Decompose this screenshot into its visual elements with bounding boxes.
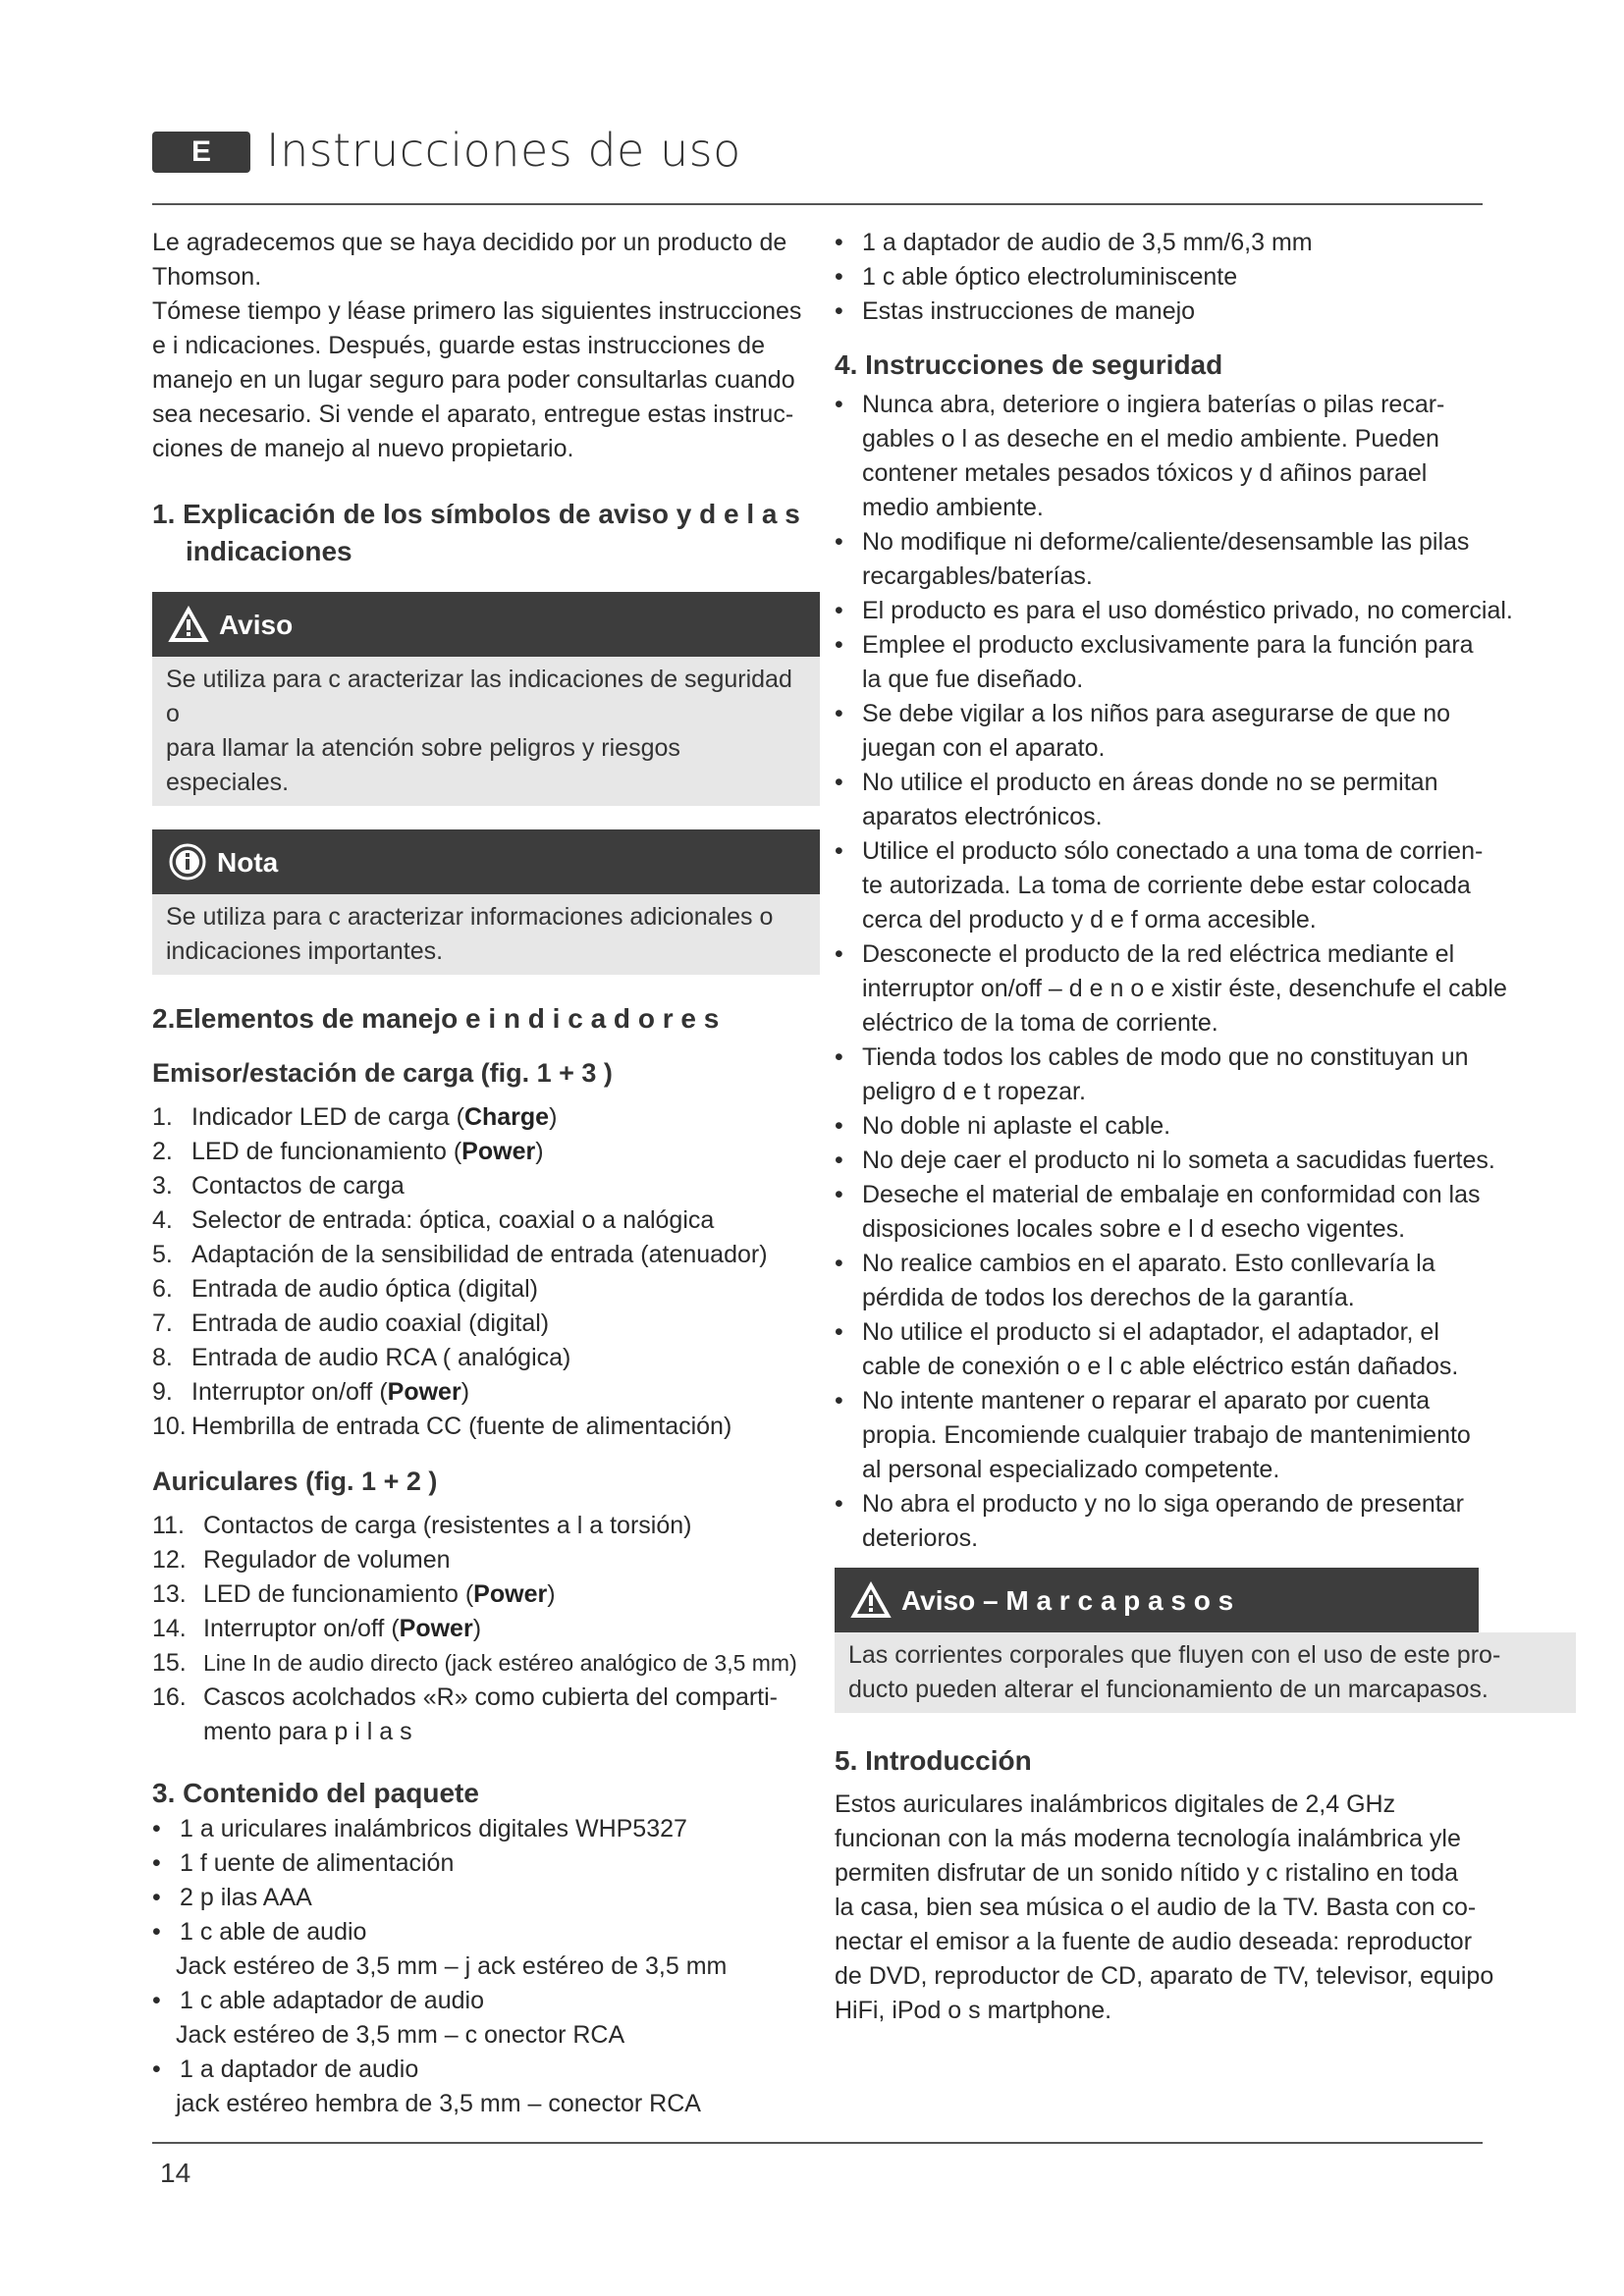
section4-title: 4. Instrucciones de seguridad xyxy=(835,349,1223,380)
item-text: Entrada de audio RCA ( analógica) xyxy=(191,1344,571,1371)
item-text: Indicador LED de carga ( xyxy=(191,1103,464,1131)
safety-item-line: No doble ni aplaste el cable. xyxy=(862,1112,1171,1140)
list-item: • 1 a daptador de audio de 3,5 mm/6,3 mm xyxy=(835,226,1576,260)
item-number: 8. xyxy=(152,1344,173,1371)
safety-item: • Emplee el producto exclusivamente para la función para la que fue diseñado. xyxy=(835,628,1576,697)
package-list-cont xyxy=(835,226,1576,329)
item-text: Regulador de volumen xyxy=(203,1546,451,1574)
list-item: • 1 c able de audio xyxy=(152,1915,820,1949)
item-text: Hembrilla de entrada CC (fuente de alimentación) xyxy=(191,1413,732,1440)
item-bold: Power xyxy=(399,1615,473,1642)
safety-item: • No intente mantener o reparar el aparato por cuenta propia. Encomiende cualquier trabajo de mantenimiento al personal especializado competente. xyxy=(835,1384,1576,1487)
safety-item-line: juegan con el aparato. xyxy=(862,734,1106,762)
item-sub-text: Jack estéreo de 3,5 mm – j ack estéreo de 3,5 mm xyxy=(176,1952,728,1980)
item-number: 4. xyxy=(152,1206,173,1234)
list-item xyxy=(152,1169,820,1203)
list-item: • 1 a uriculares inalámbricos digitales WHP5327 xyxy=(152,1812,820,1846)
intro-line: sea necesario. Si vende el aparato, entregue estas instruc- xyxy=(152,400,794,428)
item-text: Contactos de carga (resistentes a l a torsión) xyxy=(203,1512,692,1539)
item-number: 1. xyxy=(152,1103,173,1131)
list-item xyxy=(152,1203,820,1238)
list-item: • 1 c able adaptador de audio xyxy=(152,1984,820,2018)
item-text: Estas instrucciones de manejo xyxy=(862,297,1196,325)
item-number: 2. xyxy=(152,1138,173,1165)
intro-line: Le agradecemos que se haya decidido por un producto de xyxy=(152,229,787,256)
paragraph-line: de DVD, reproductor de CD, aparato de TV, televisor, equipo xyxy=(835,1962,1494,1990)
item-number: 9. xyxy=(152,1378,173,1406)
item-text-post: ) xyxy=(472,1615,482,1642)
section2-title: 2.Elementos de manejo e i n d i c a d o r e s xyxy=(152,1003,720,1034)
item-text: 1 a uriculares inalámbricos digitales WHP5327 xyxy=(180,1815,687,1842)
item-text: Entrada de audio coaxial (digital) xyxy=(191,1309,550,1337)
safety-item: • No abra el producto y no lo siga operando de presentar deterioros. xyxy=(835,1487,1576,1556)
item-text: Adaptación de la sensibilidad de entrada (atenuador) xyxy=(191,1241,768,1268)
safety-item-line: No abra el producto y no lo siga operando de presentar xyxy=(862,1490,1464,1518)
intro-paragraph xyxy=(835,1788,1576,2028)
intro-line: Thomson. xyxy=(152,263,262,291)
marcapasos-label: Aviso – M a r c a p a s o s xyxy=(901,1584,1234,1616)
aviso-label: Aviso xyxy=(219,609,294,640)
item-text-post: ) xyxy=(547,1580,556,1608)
item-text: Interruptor on/off ( xyxy=(191,1378,388,1406)
item-number: 12. xyxy=(152,1546,187,1574)
page-header xyxy=(152,124,1483,204)
list-item xyxy=(152,1272,820,1307)
safety-item-line: Emplee el producto exclusivamente para la función para xyxy=(862,631,1474,659)
list-item xyxy=(152,1341,820,1375)
item-number: 7. xyxy=(152,1309,173,1337)
intro-line: e i ndicaciones. Después, guarde estas instrucciones de xyxy=(152,332,765,359)
package-list xyxy=(152,1812,820,2121)
safety-item-line: recargables/baterías. xyxy=(862,562,1093,590)
nota-label: Nota xyxy=(217,846,279,878)
item-sub-text: jack estéreo hembra de 3,5 mm – conector RCA xyxy=(176,2090,701,2117)
item-bold: Power xyxy=(473,1580,548,1608)
item-text: 1 a daptador de audio xyxy=(180,2056,419,2083)
item-text-post: ) xyxy=(549,1103,558,1131)
intro-text xyxy=(152,226,820,466)
safety-item-line: gables o l as deseche en el medio ambiente. Pueden xyxy=(862,425,1439,453)
safety-item-line: interruptor on/off – d e n o e xistir éste, desenchufe el cable xyxy=(862,975,1507,1002)
safety-item-line: te autorizada. La toma de corriente debe estar colocada xyxy=(862,872,1471,899)
paragraph-line: HiFi, iPod o s martphone. xyxy=(835,1997,1112,2024)
item-number: 6. xyxy=(152,1275,173,1303)
item-text: Line In de audio directo (jack estéreo analógico de 3,5 mm) xyxy=(203,1650,797,1676)
section3-title: 3. Contenido del paquete xyxy=(152,1778,479,1808)
safety-item-line: eléctrico de la toma de corriente. xyxy=(862,1009,1218,1037)
paragraph-line: la casa, bien sea música o el audio de la TV. Basta con co- xyxy=(835,1894,1477,1921)
safety-item: • Deseche el material de embalaje en conformidad con las disposiciones locales sobre e l d esecho vigentes. xyxy=(835,1178,1576,1247)
list-item xyxy=(152,1509,820,1543)
list-item xyxy=(152,1543,820,1577)
nota-text-line: Se utiliza para c aracterizar informaciones adicionales o xyxy=(166,903,774,931)
intro-line: ciones de manejo al nuevo propietario. xyxy=(152,435,574,462)
item-number: 3. xyxy=(152,1172,173,1200)
safety-item: • No deje caer el producto ni lo someta a sacudidas fuertes. xyxy=(835,1144,1576,1178)
auriculares-list xyxy=(152,1509,820,1749)
item-text: LED de funcionamiento ( xyxy=(203,1580,474,1608)
item-text: LED de funcionamiento ( xyxy=(191,1138,462,1165)
left-column xyxy=(152,226,820,2121)
item-text-post: ) xyxy=(535,1138,544,1165)
list-item xyxy=(152,1307,820,1341)
marcapasos-text-line: ducto pueden alterar el funcionamiento de un marcapasos. xyxy=(848,1676,1489,1703)
nota-box xyxy=(152,829,820,975)
warning-icon xyxy=(850,1581,892,1619)
safety-item-line: No deje caer el producto ni lo someta a sacudidas fuertes. xyxy=(862,1147,1495,1174)
section1-title-cont: indicaciones xyxy=(186,536,352,566)
item-text: Interruptor on/off ( xyxy=(203,1615,400,1642)
item-text: 2 p ilas AAA xyxy=(180,1884,312,1911)
safety-item-line: cerca del producto y d e f orma accesible. xyxy=(862,906,1317,934)
intro-line: Tómese tiempo y léase primero las siguientes instrucciones xyxy=(152,297,802,325)
safety-item: • No modifique ni deforme/caliente/desensamble las pilas recargables/baterías. xyxy=(835,525,1576,594)
list-item xyxy=(152,1577,820,1612)
list-item: • 1 a daptador de audio xyxy=(152,2053,820,2087)
safety-item-line: propia. Encomiende cualquier trabajo de mantenimiento xyxy=(862,1421,1471,1449)
safety-item-line: El producto es para el uso doméstico privado, no comercial. xyxy=(862,597,1513,624)
section5-title: 5. Introducción xyxy=(835,1745,1032,1776)
list-item xyxy=(152,1646,820,1681)
marcapasos-box xyxy=(835,1568,1576,1713)
page-number: 14 xyxy=(160,2158,191,2188)
safety-item-line: aparatos electrónicos. xyxy=(862,803,1103,830)
safety-item-line: contener metales pesados tóxicos y d añinos parael xyxy=(862,459,1428,487)
nota-box-header xyxy=(152,829,820,894)
info-icon xyxy=(168,842,207,881)
item-number: 11. xyxy=(152,1512,185,1539)
list-item xyxy=(152,1612,820,1646)
item-text: Selector de entrada: óptica, coaxial o a nalógica xyxy=(191,1206,715,1234)
safety-item-line: al personal especializado competente. xyxy=(862,1456,1280,1483)
safety-item: • Desconecte el producto de la red eléctrica mediante el interruptor on/off – d e n o e xistir éste, desenchufe el cable eléctrico de la toma de corriente. xyxy=(835,937,1576,1041)
safety-item-line: Utilice el producto sólo conectado a una toma de corrien- xyxy=(862,837,1484,865)
safety-item-line: Deseche el material de embalaje en conformidad con las xyxy=(862,1181,1481,1208)
list-item-continuation: mento para p i l a s xyxy=(203,1718,412,1745)
safety-item-line: Tienda todos los cables de modo que no constituyan un xyxy=(862,1043,1469,1071)
safety-item: • No utilice el producto en áreas donde no se permitan aparatos electrónicos. xyxy=(835,766,1576,834)
safety-item-line: la que fue diseñado. xyxy=(862,666,1084,693)
page-title: Instrucciones de uso xyxy=(266,124,741,177)
safety-item-line: No modifique ni deforme/caliente/desensamble las pilas xyxy=(862,528,1470,556)
safety-item-line: cable de conexión o e l c able eléctrico están dañados. xyxy=(862,1353,1459,1380)
aviso-text-line: para llamar la atención sobre peligros y riesgos especiales. xyxy=(166,734,680,796)
item-text-post: ) xyxy=(460,1378,470,1406)
emisor-list xyxy=(152,1100,820,1444)
item-bold: Power xyxy=(461,1138,536,1165)
emisor-title: Emisor/estación de carga (fig. 1 + 3 ) xyxy=(152,1058,613,1088)
item-text: 1 a daptador de audio de 3,5 mm/6,3 mm xyxy=(862,229,1313,256)
warning-icon xyxy=(168,606,209,643)
safety-item: • Utilice el producto sólo conectado a una toma de corrien- te autorizada. La toma de corriente debe estar colocada cerca del producto y d e f orma accesible. xyxy=(835,834,1576,937)
paragraph-line: Estos auriculares inalámbricos digitales de 2,4 GHz xyxy=(835,1790,1396,1818)
auriculares-title: Auriculares (fig. 1 + 2 ) xyxy=(152,1467,438,1496)
list-item xyxy=(152,1135,820,1169)
item-number: 14. xyxy=(152,1615,187,1642)
item-bold: Charge xyxy=(463,1103,550,1131)
item-text: 1 c able de audio xyxy=(180,1918,367,1946)
safety-item-line: pérdida de todos los derechos de la garantía. xyxy=(862,1284,1355,1311)
item-sub-text: Jack estéreo de 3,5 mm – c onector RCA xyxy=(176,2021,625,2049)
safety-item-line: Se debe vigilar a los niños para asegurarse de que no xyxy=(862,700,1451,727)
item-number: 10. xyxy=(152,1413,187,1440)
safety-item-line: disposiciones locales sobre e l d esecho vigentes. xyxy=(862,1215,1406,1243)
safety-item-line: Desconecte el producto de la red eléctrica mediante el xyxy=(862,940,1455,968)
safety-item-line: No realice cambios en el aparato. Esto conllevaría la xyxy=(862,1250,1435,1277)
nota-text-line: indicaciones importantes. xyxy=(166,937,444,965)
item-text: Cascos acolchados «R» como cubierta del comparti- xyxy=(203,1683,778,1711)
item-text: Entrada de audio óptica (digital) xyxy=(191,1275,539,1303)
marcapasos-box-header xyxy=(835,1568,1479,1632)
item-text: 1 c able óptico electroluminiscente xyxy=(862,263,1238,291)
item-number: 13. xyxy=(152,1580,187,1608)
item-text: 1 c able adaptador de audio xyxy=(180,1987,484,2014)
marcapasos-box-body xyxy=(835,1632,1576,1713)
item-bold: Power xyxy=(387,1378,461,1406)
safety-item-line: peligro d e t ropezar. xyxy=(862,1078,1086,1105)
list-item xyxy=(152,1681,820,1715)
aviso-box-body xyxy=(152,657,820,806)
intro-line: manejo en un lugar seguro para poder consultarlas cuando xyxy=(152,366,795,394)
header-rule xyxy=(152,203,1483,205)
paragraph-line: permiten disfrutar de un sonido nítido y c ristalino en toda xyxy=(835,1859,1459,1887)
list-item xyxy=(152,1238,820,1272)
safety-item-line: No intente mantener o reparar el aparato por cuenta xyxy=(862,1387,1431,1415)
safety-item: • Se debe vigilar a los niños para asegurarse de que no juegan con el aparato. xyxy=(835,697,1576,766)
safety-item-line: medio ambiente. xyxy=(862,494,1044,521)
aviso-box xyxy=(152,592,820,806)
safety-item-line: No utilice el producto en áreas donde no se permitan xyxy=(862,769,1438,796)
language-tab: E xyxy=(152,132,250,173)
item-text: Contactos de carga xyxy=(191,1172,405,1200)
safety-list xyxy=(835,388,1576,1556)
list-item: • Estas instrucciones de manejo xyxy=(835,294,1576,329)
safety-item: • Tienda todos los cables de modo que no constituyan un peligro d e t ropezar. xyxy=(835,1041,1576,1109)
item-text: 1 f uente de alimentación xyxy=(180,1849,455,1877)
safety-item-line: Nunca abra, deteriore o ingiera baterías o pilas recar- xyxy=(862,391,1445,418)
item-number: 5. xyxy=(152,1241,173,1268)
section1-title: 1. Explicación de los símbolos de aviso y d e l a s xyxy=(152,499,800,529)
list-item xyxy=(152,1375,820,1410)
nota-box-body xyxy=(152,894,820,975)
aviso-box-header xyxy=(152,592,820,657)
item-number: 16. xyxy=(152,1683,187,1711)
list-item: • 2 p ilas AAA xyxy=(152,1881,820,1915)
footer-rule xyxy=(152,2142,1483,2144)
safety-item: • No realice cambios en el aparato. Esto conllevaría la pérdida de todos los derechos de la garantía. xyxy=(835,1247,1576,1315)
paragraph-line: funcionan con la más moderna tecnología inalámbrica yle xyxy=(835,1825,1461,1852)
list-item xyxy=(152,1100,820,1135)
safety-item: • No utilice el producto si el adaptador, el adaptador, el cable de conexión o e l c able eléctrico están dañados. xyxy=(835,1315,1576,1384)
aviso-text-line: Se utiliza para c aracterizar las indicaciones de seguridad o xyxy=(166,666,792,727)
safety-item-line: deterioros. xyxy=(862,1524,979,1552)
paragraph-line: nectar el emisor a la fuente de audio deseada: reproductor xyxy=(835,1928,1473,1955)
safety-item: • No doble ni aplaste el cable. xyxy=(835,1109,1576,1144)
safety-item: • Nunca abra, deteriore o ingiera baterías o pilas recar- gables o l as deseche en el medio ambiente. Pueden contener metales pesados tóxicos y d añinos parael medio ambiente. xyxy=(835,388,1576,525)
item-number: 15. xyxy=(152,1649,187,1677)
marcapasos-text-line: Las corrientes corporales que fluyen con el uso de este pro- xyxy=(848,1641,1501,1669)
list-item xyxy=(152,1410,820,1444)
safety-item: • El producto es para el uso doméstico privado, no comercial. xyxy=(835,594,1576,628)
list-item: • 1 c able óptico electroluminiscente xyxy=(835,260,1576,294)
list-item: • 1 f uente de alimentación xyxy=(152,1846,820,1881)
right-column xyxy=(835,226,1576,2028)
safety-item-line: No utilice el producto si el adaptador, el adaptador, el xyxy=(862,1318,1439,1346)
